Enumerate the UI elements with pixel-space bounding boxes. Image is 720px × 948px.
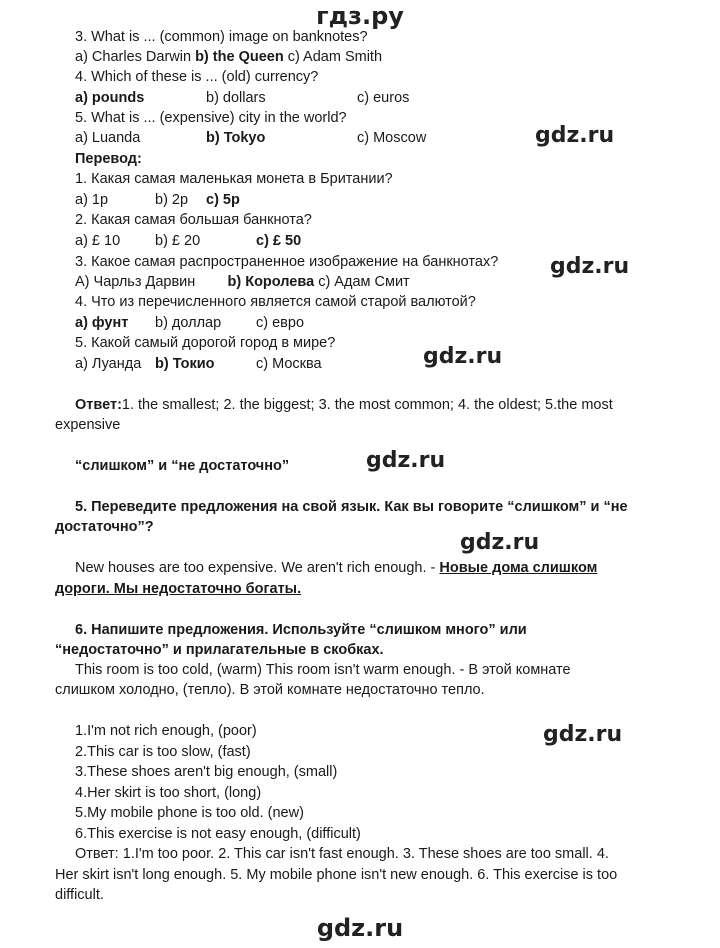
option: c) Москва — [256, 356, 322, 372]
option-correct: b) Токио — [155, 356, 215, 372]
task6-heading: 6. Напишите предложения. Используйте “слишком много” или — [75, 622, 527, 638]
answer-label: Ответ: — [75, 397, 122, 413]
option-correct: c) £ 50 — [256, 233, 302, 249]
quiz-q5: 5. What is ... (expensive) city in the world? — [75, 110, 347, 126]
option: a) Luanda — [75, 130, 141, 146]
task6-example-cont: слишком холодно, (тепло). В этой комнате недостаточно тепло. — [55, 682, 485, 698]
task6-example: This room is too cold, (warm) This room isn't warm enough. - В этой комнате — [75, 662, 571, 678]
list-item: 4.Her skirt is too short, (long) — [75, 785, 262, 801]
example-ru: Новые дома слишком — [439, 560, 598, 576]
task6-answer-cont: Her skirt isn't long enough. 5. My mobile phone isn't new enough. 6. This exercise is too — [55, 867, 618, 883]
option-correct: c) 5p — [206, 192, 240, 208]
option: c) euros — [357, 90, 410, 106]
list-item: 1.I'm not rich enough, (poor) — [75, 723, 257, 739]
translation-q4: 4. Что из перечисленного является самой старой валютой? — [75, 294, 476, 310]
option: a) Луанда — [75, 356, 142, 372]
list-item: 2.This car is too slow, (fast) — [75, 744, 251, 760]
answer-line — [75, 396, 613, 414]
option: a) £ 10 — [75, 233, 121, 249]
watermark: gdz.ru — [550, 254, 630, 279]
watermark: gdz.ru — [535, 123, 615, 148]
translation-heading: Перевод: — [75, 151, 142, 167]
watermark: gdz.ru — [460, 530, 540, 555]
list-item: 3.These shoes aren't big enough, (small) — [75, 764, 338, 780]
task6-answer-cont: difficult. — [55, 887, 104, 903]
option: c) Адам Смит — [318, 274, 410, 290]
option: c) евро — [256, 315, 305, 331]
answer-line-cont: expensive — [55, 417, 121, 433]
option-correct: b) the Queen — [195, 49, 284, 65]
translation-q2: 2. Какая самая большая банкнота? — [75, 212, 312, 228]
list-item: 6.This exercise is not easy enough, (difficult) — [75, 826, 361, 842]
option-correct: a) фунт — [75, 315, 129, 331]
example-en: New houses are too expensive. We aren't rich enough. - — [75, 560, 440, 576]
example-ru-cont: дороги. Мы недостаточно богаты. — [55, 581, 302, 597]
option: b) dollars — [206, 90, 266, 106]
option: b) доллар — [155, 315, 222, 331]
translation-q3-options — [75, 273, 410, 291]
option: a) 1p — [75, 192, 109, 208]
subheading: “слишком” и “не достаточно” — [75, 458, 290, 474]
option: a) Charles Darwin — [75, 49, 192, 65]
task5-heading-cont: достаточно”? — [55, 519, 154, 535]
watermark: gdz.ru — [423, 344, 503, 369]
watermark: gdz.ru — [543, 722, 623, 747]
option-correct: b) Королева — [227, 274, 315, 290]
watermark-footer: gdz.ru — [316, 914, 404, 942]
task5-heading: 5. Переведите предложения на свой язык. Как вы говорите “слишком” и “не — [75, 499, 628, 515]
option: А) Чарльз Дарвин — [75, 274, 196, 290]
option: c) Moscow — [357, 130, 427, 146]
option-correct: a) pounds — [75, 90, 145, 106]
task6-heading-cont: “недостаточно” и прилагательные в скобках. — [55, 642, 384, 658]
list-item: 5.My mobile phone is too old. (new) — [75, 805, 304, 821]
option-correct: b) Tokyo — [206, 130, 266, 146]
task6-answer: Ответ: 1.I'm too poor. 2. This car isn't fast enough. 3. These shoes are too small. 4. — [75, 846, 609, 862]
option: b) £ 20 — [155, 233, 201, 249]
quiz-q3-options — [75, 48, 382, 66]
translation-q3: 3. Какое самая распространенное изображение на банкнотах? — [75, 254, 499, 270]
site-header: гдз.ру — [316, 2, 404, 30]
option: c) Adam Smith — [287, 49, 383, 65]
answer-text: 1. the smallest; 2. the biggest; 3. the most common; 4. the oldest; 5.the most — [121, 397, 613, 413]
quiz-q3: 3. What is ... (common) image on banknotes? — [75, 29, 368, 45]
translation-q1: 1. Какая самая маленькая монета в Британии? — [75, 171, 393, 187]
watermark: gdz.ru — [366, 448, 446, 473]
quiz-q4: 4. Which of these is ... (old) currency? — [75, 69, 319, 85]
translation-q5: 5. Какой самый дорогой город в мире? — [75, 335, 336, 351]
option: b) 2p — [155, 192, 189, 208]
task5-example — [75, 559, 597, 577]
